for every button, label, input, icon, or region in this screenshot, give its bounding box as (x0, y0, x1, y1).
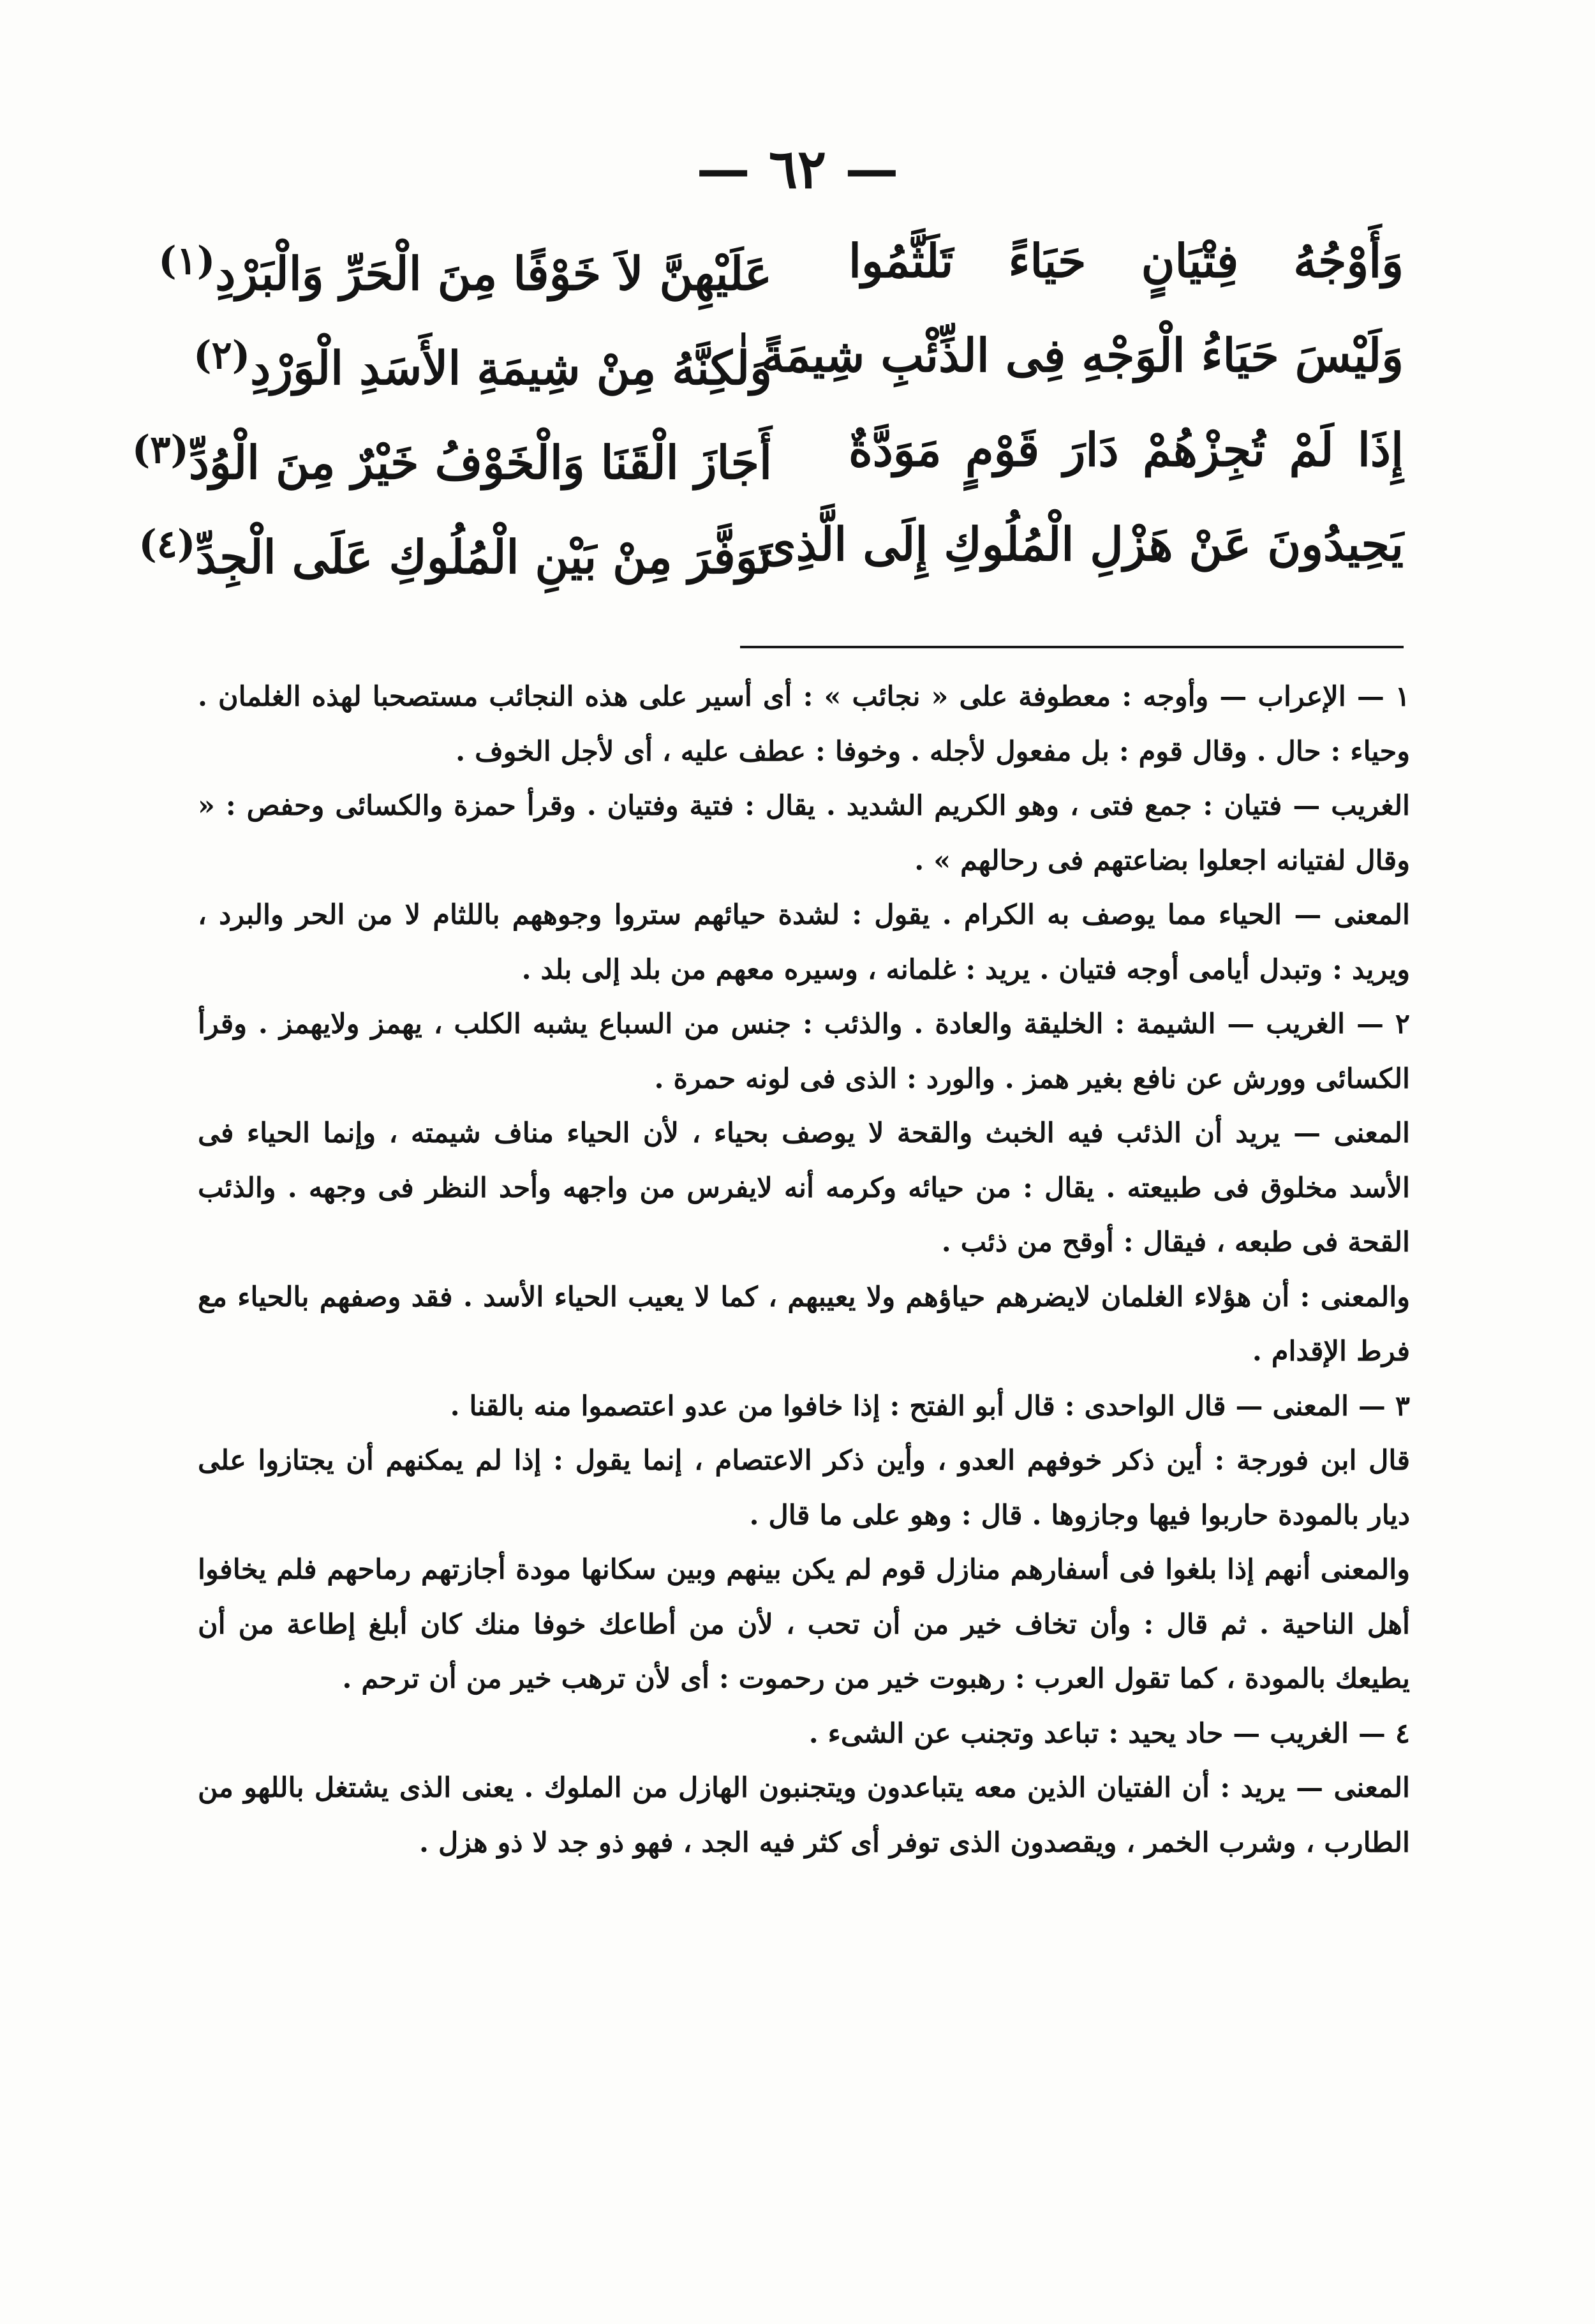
note-paragraph: المعنى — الحياء مما يوصف به الكرام . يقول : لشدة حيائهم ستروا وجوههم باللثام لا من الحر والبرد ، ويريد : وتبدل أيامى أوجه فتيان . يريد : غلمانه ، وسيره معهم من بلد إلى بلد . (198, 899, 1410, 986)
verse-second-hemistich (158, 214, 772, 321)
poem (131, 214, 1404, 592)
commentary (198, 670, 1410, 1870)
note-paragraph: ١ — الإعراب — وأوجه : معطوفة على « نجائب » : أى أسير على هذه النجائب مستصحبا لهذه الغلمان . وحياء : حال . وقال قوم : بل مفعول لأجله . وخوفا : عطف عليه ، أى لأجل الخوف . (198, 681, 1410, 768)
verse-first-hemistich: وَلَيْسَ حَيَاءُ الْوَجْهِ فِى الذِّئْبِ شِيمَةً (760, 328, 1404, 382)
note-paragraph: ٢ — الغريب — الشيمة : الخليقة والعادة . والذئب : جنس من السباع يشبه الكلب ، يهمز ولايهمز . وقرأ الكسائى وورش عن نافع بغير همز . والورد : الذى فى لونه حمرة . (198, 1008, 1410, 1095)
note-paragraph: والمعنى : أن هؤلاء الغلمان لايضرهم حياؤهم ولا يعيبهم ، كما لا يعيب الحياء الأسد . فقد وصفهم بالحياء مع فرط الإقدام . (198, 1281, 1410, 1367)
footnote-marker: (٣) (131, 428, 189, 472)
footnote-marker: (١) (158, 239, 216, 283)
verse-second-hemistich (131, 403, 772, 510)
note-paragraph: المعنى — يريد أن الذئب فيه الخبث والقحة لا يوصف بحياء ، لأن الحياء مناف شيمته ، وإنما الحياء فى الأسد مخلوق فى طبيعته . يقال : من حيائه وكرمه أنه لايفرس من واجهه وأحد النظر فى وجهه . والذئب القحة فى طبعه ، فيقال : أوقح من ذئب . (198, 1117, 1410, 1258)
note-paragraph: والمعنى أنهم إذا بلغوا فى أسفارهم منازل قوم لم يكن بينهم وبين سكانها مودة أجازتهم رماحهم فلم يخافوا أهل الناحية . ثم قال : وأن تخاف خير من أن تحب ، لأن من أطاعك خوفا منك كان أبلغ إطاعة من أن يطيعك بالمودة ، كما تقول العرب : رهبوت خير من رحموت : أى لأن ترهب خير من أن ترحم . (198, 1554, 1410, 1695)
verse-text: تَوَفَّرَ مِنْ بَيْنِ الْمُلُوكِ عَلَى الْجِدِّ (195, 530, 772, 584)
footnote-marker: (٢) (193, 333, 251, 378)
footnote-marker: (٤) (138, 522, 196, 567)
verse (193, 308, 1404, 403)
verse (158, 214, 1404, 308)
verse-text: أَجَازَ الْقَنَا وَالْخَوْفُ خَيْرٌ مِنَ الْوُدِّ (188, 435, 772, 489)
verse-first-hemistich: إِذَا لَمْ تُجِزْهُمْ دَارَ قَوْمٍ مَوَدَّةٌ (849, 422, 1404, 477)
footnote-divider (740, 646, 1404, 648)
verse (138, 497, 1404, 592)
verse (131, 403, 1404, 497)
note-paragraph: الغريب — فتيان : جمع فتى ، وهو الكريم الشديد . يقال : فتية وفتيان . وقرأ حمزة والكسائى وحفص : « وقال لفتيانه اجعلوا بضاعتهم فى رحالهم » . (198, 790, 1410, 877)
verse-first-hemistich: وَأَوْجُهُ فِتْيَانٍ حَيَاءً تَلَثَّمُوا (849, 234, 1404, 288)
verse-second-hemistich (193, 308, 772, 415)
note-paragraph: ٤ — الغريب — حاد يحيد : تباعد وتجنب عن الشىء . (808, 1717, 1410, 1750)
note-paragraph: ٣ — المعنى — قال الواحدى : قال أبو الفتح : إذا خافوا من عدو اعتصموا منه بالقنا . (450, 1390, 1410, 1422)
page-number: — ٦٢ — (696, 137, 899, 200)
note-paragraph: المعنى — يريد : أن الفتيان الذين معه يتباعدون ويتجنبون الهازل من الملوك . يعنى الذى يشتغل باللهو من الطارب ، وشرب الخمر ، ويقصدون الذى توفر أى كثر فيه الجد ، فهو ذو جد لا ذو هزل . (198, 1772, 1410, 1859)
verse-second-hemistich (138, 497, 772, 604)
verse-text: وَلٰكِنَّهُ مِنْ شِيمَةِ الأَسَدِ الْوَرْدِ (250, 341, 772, 395)
note-paragraph: قال ابن فورجة : أين ذكر خوفهم العدو ، وأين ذكر الاعتصام ، إنما يقول : إذا لم يمكنهم أن يجتازوا على ديار بالمودة حاربوا فيها وجازوها . قال : وهو على ما قال . (198, 1445, 1410, 1531)
verse-text: عَلَيْهِنَّ لاَ خَوْفًا مِنَ الْحَرِّ وَالْبَرْدِ (215, 246, 772, 301)
verse-first-hemistich: يَحِيدُونَ عَنْ هَزْلِ الْمُلُوكِ إِلَى الَّذِى (760, 517, 1404, 571)
